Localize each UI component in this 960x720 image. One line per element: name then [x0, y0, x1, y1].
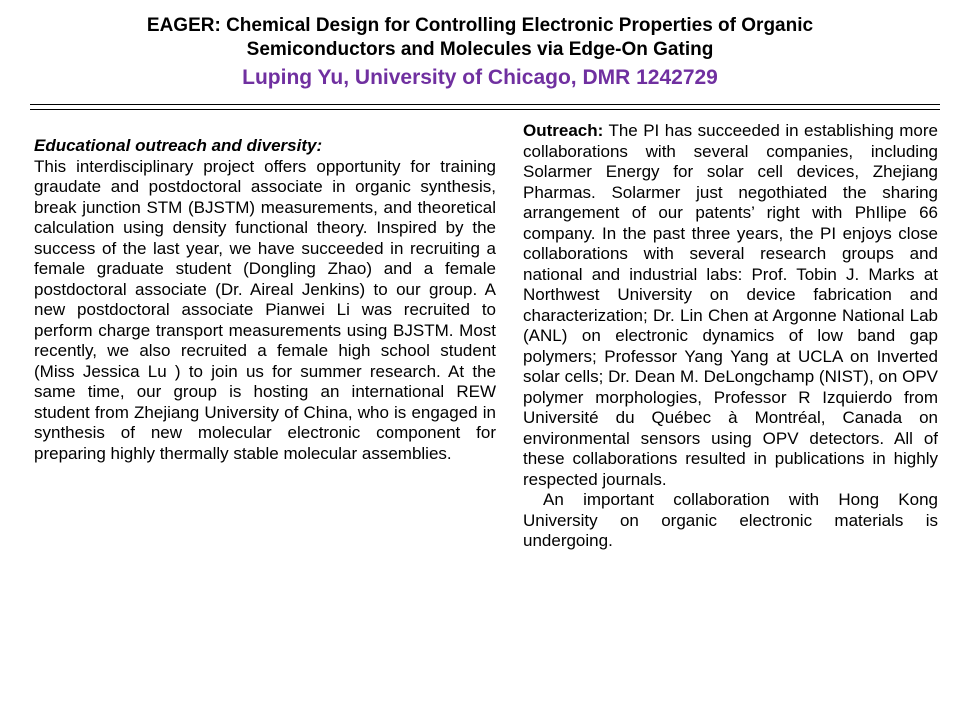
right-column — [523, 121, 938, 552]
left-heading: Educational outreach and diversity: — [34, 136, 323, 155]
title-line-1: EAGER: Chemical Design for Controlling Electronic Properties of Organic — [146, 15, 814, 36]
title-block — [0, 14, 960, 92]
title-line-2: Semiconductors and Molecules via Edge-On Gating — [246, 39, 714, 60]
outreach-label: Outreach: — [523, 121, 604, 140]
left-column — [34, 136, 496, 464]
right-paragraph — [523, 121, 938, 490]
right-body-2: An important collaboration with Hong Kong University on organic electronic materials is undergoing. — [523, 490, 938, 550]
author-line: Luping Yu, University of Chicago, DMR 1242729 — [242, 66, 718, 89]
left-body: This interdisciplinary project offers opportunity for training graudate and postdoctoral associate in organic synthesis, break junction STM (BJSTM) measurements, and theoretical calculation using density functional theory. Inspired by the success of the last year, we have succeeded in recruiting a female graduate student (Dongling Zhao) and a female postdoctoral associate (Dr. Aireal Jenkins) to our group. A new postdoctoral associate Pianwei Li was recruited to perform charge transport measurements using BJSTM. Most recently, we also recruited a female high school student (Miss Jessica Lu ) to join us for summer research. At the same time, our group is hosting an international REW student from Zhejiang University of China, who is engaged in synthesis of new molecular electronic component for preparing highly thermally stable molecular assemblies. — [34, 156, 496, 463]
outreach-body: The PI has succeeded in establishing more collaborations with several companies, including Solarmer Energy for solar cell devices, Zhejiang Pharmas. Solarmer just negothiated the sharing arrangement of our patents’ right with PhIlipe 66 company. In the past three years, the PI enjoys close collaborations with several research groups and national and industrial labs: Prof. Tobin J. Marks at Northwest University on device fabrication and characterization; Dr. Lin Chen at Argonne National Lab (ANL) on electronic dynamics of low band gap polymers; Professor Yang Yang at UCLA on Inverted solar cells; Dr. Dean M. DeLongchamp (NIST), on OPV polymer morphologies, Professor R Izquierdo from Université du Québec à Montréal, Canada on environmental sensors using OPV detectors. All of these collaborations resulted in publications in highly respected journals. — [523, 121, 938, 489]
header-divider — [30, 104, 940, 110]
